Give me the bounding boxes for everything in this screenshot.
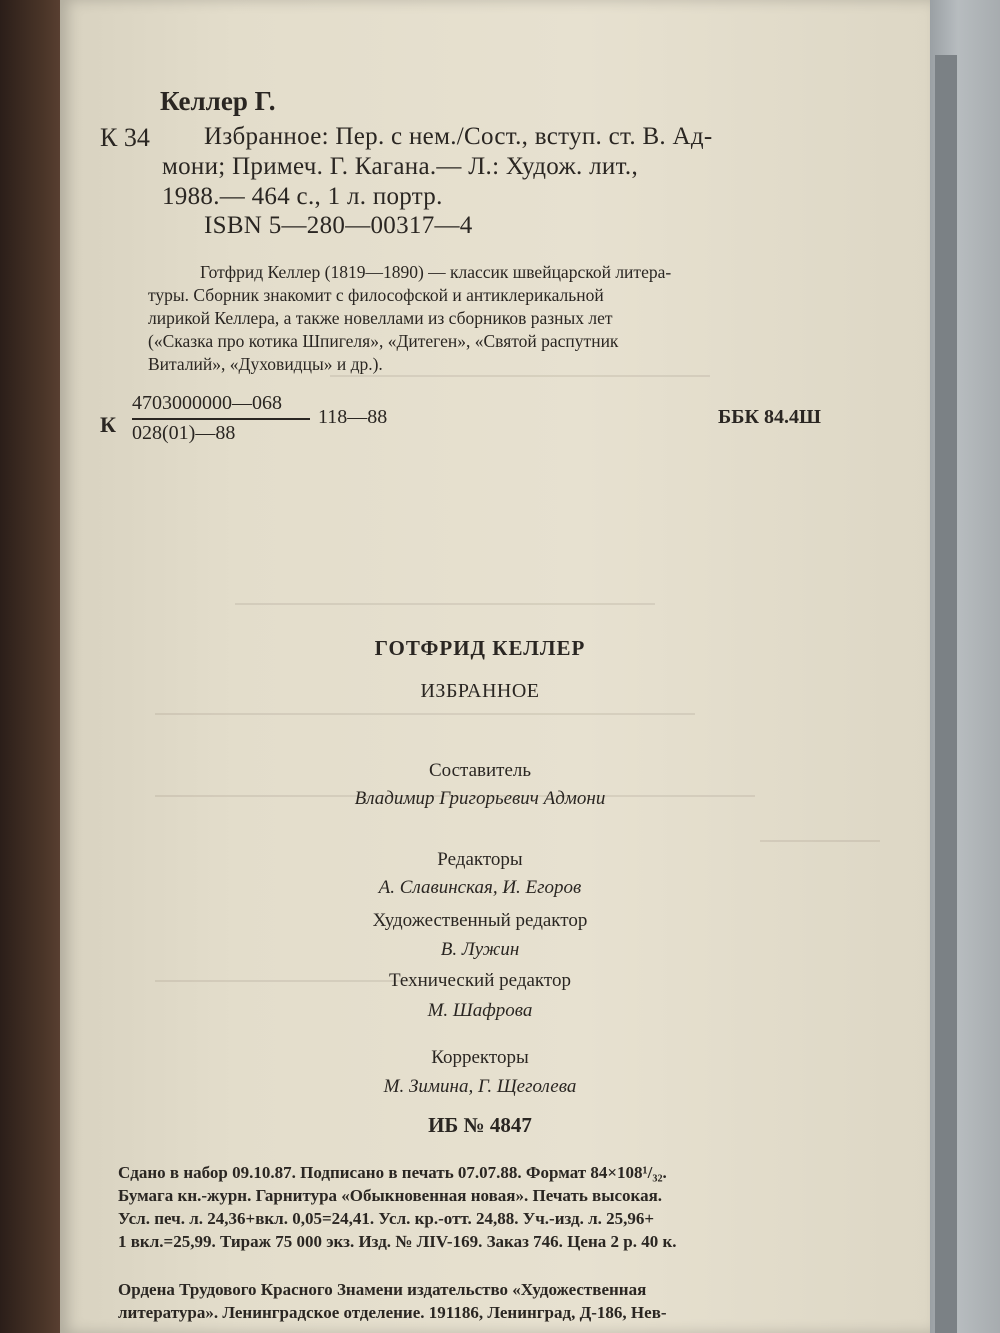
bib-line: мони; Примеч. Г. Кагана.— Л.: Худож. лит., [162, 153, 639, 180]
bleed-through [235, 603, 655, 605]
imprint-line: Ордена Трудового Красного Знамени издательство «Художественная [118, 1280, 647, 1299]
credit-role: Художественный редактор [372, 910, 588, 931]
imprint-line: Бумага кн.-журн. Гарнитура «Обыкновенная новая». Печать высокая. [118, 1186, 663, 1205]
fraction-top: 4703000000—068 [132, 392, 282, 414]
credit-person: М. Шафрова [427, 1000, 533, 1021]
ib-number: ИБ № 4847 [428, 1113, 532, 1137]
credit-role: Составитель [428, 760, 532, 781]
annotation-line: лирикой Келлера, а также новеллами из сборников разных лет [148, 308, 613, 328]
bbk-code: ББК 84.4Ш [718, 406, 821, 428]
annotation-line: Готфрид Келлер (1819—1890) — классик швейцарской литера- [200, 262, 672, 282]
bleed-through [330, 375, 710, 377]
bleed-through [155, 713, 695, 715]
fraction-bottom: 028(01)—88 [132, 422, 236, 444]
credit-role: Редакторы [437, 849, 523, 870]
credit-person: М. Зимина, Г. Щеголева [383, 1076, 577, 1097]
fraction-number: 118—88 [318, 406, 388, 428]
catalog-code: К 34 [100, 123, 150, 152]
bib-line: Избранное: Пер. с нем./Сост., вступ. ст. В. Ад- [204, 123, 713, 150]
imprint-line: Усл. печ. л. 24,36+вкл. 0,05=24,41. Усл. кр.-отт. 24,88. Уч.-изд. л. 25,96+ [118, 1209, 655, 1228]
credit-person: В. Лужин [440, 939, 520, 960]
imprint-line: 1 вкл.=25,99. Тираж 75 000 экз. Изд. № ЛIV-169. Заказ 746. Цена 2 р. 40 к. [118, 1232, 677, 1251]
credit-person: А. Славинская, И. Егоров [378, 877, 582, 898]
catalog-author: Келлер Г. [160, 86, 276, 116]
cover-strip [935, 55, 957, 1333]
imprint-line: литература». Ленинградское отделение. 191186, Ленинград, Д-186, Нев- [118, 1303, 667, 1322]
annotation-line: туры. Сборник знакомит с философской и антиклерикальной [148, 285, 604, 305]
book-title: ИЗБРАННОЕ [420, 680, 540, 702]
fraction-line [132, 418, 310, 420]
book-spine-edge [0, 0, 62, 1333]
imprint-line: Сдано в набор 09.10.87. Подписано в печать 07.07.88. Формат 84×108¹/₃₂. [118, 1163, 667, 1182]
bleed-through [760, 840, 880, 842]
bib-line: 1988.— 464 с., 1 л. портр. [162, 183, 443, 210]
credit-role: Технический редактор [389, 970, 571, 991]
isbn: ISBN 5—280—00317—4 [204, 212, 473, 239]
credit-person: Владимир Григорьевич Адмони [354, 788, 606, 809]
credit-role: Корректоры [431, 1047, 529, 1068]
annotation-line: («Сказка про котика Шпигеля», «Дитеген», «Святой распутник [148, 331, 619, 351]
title-author: ГОТФРИД КЕЛЛЕР [374, 636, 586, 660]
k-letter: К [100, 412, 116, 437]
annotation-line: Виталий», «Духовидцы» и др.). [148, 354, 383, 374]
